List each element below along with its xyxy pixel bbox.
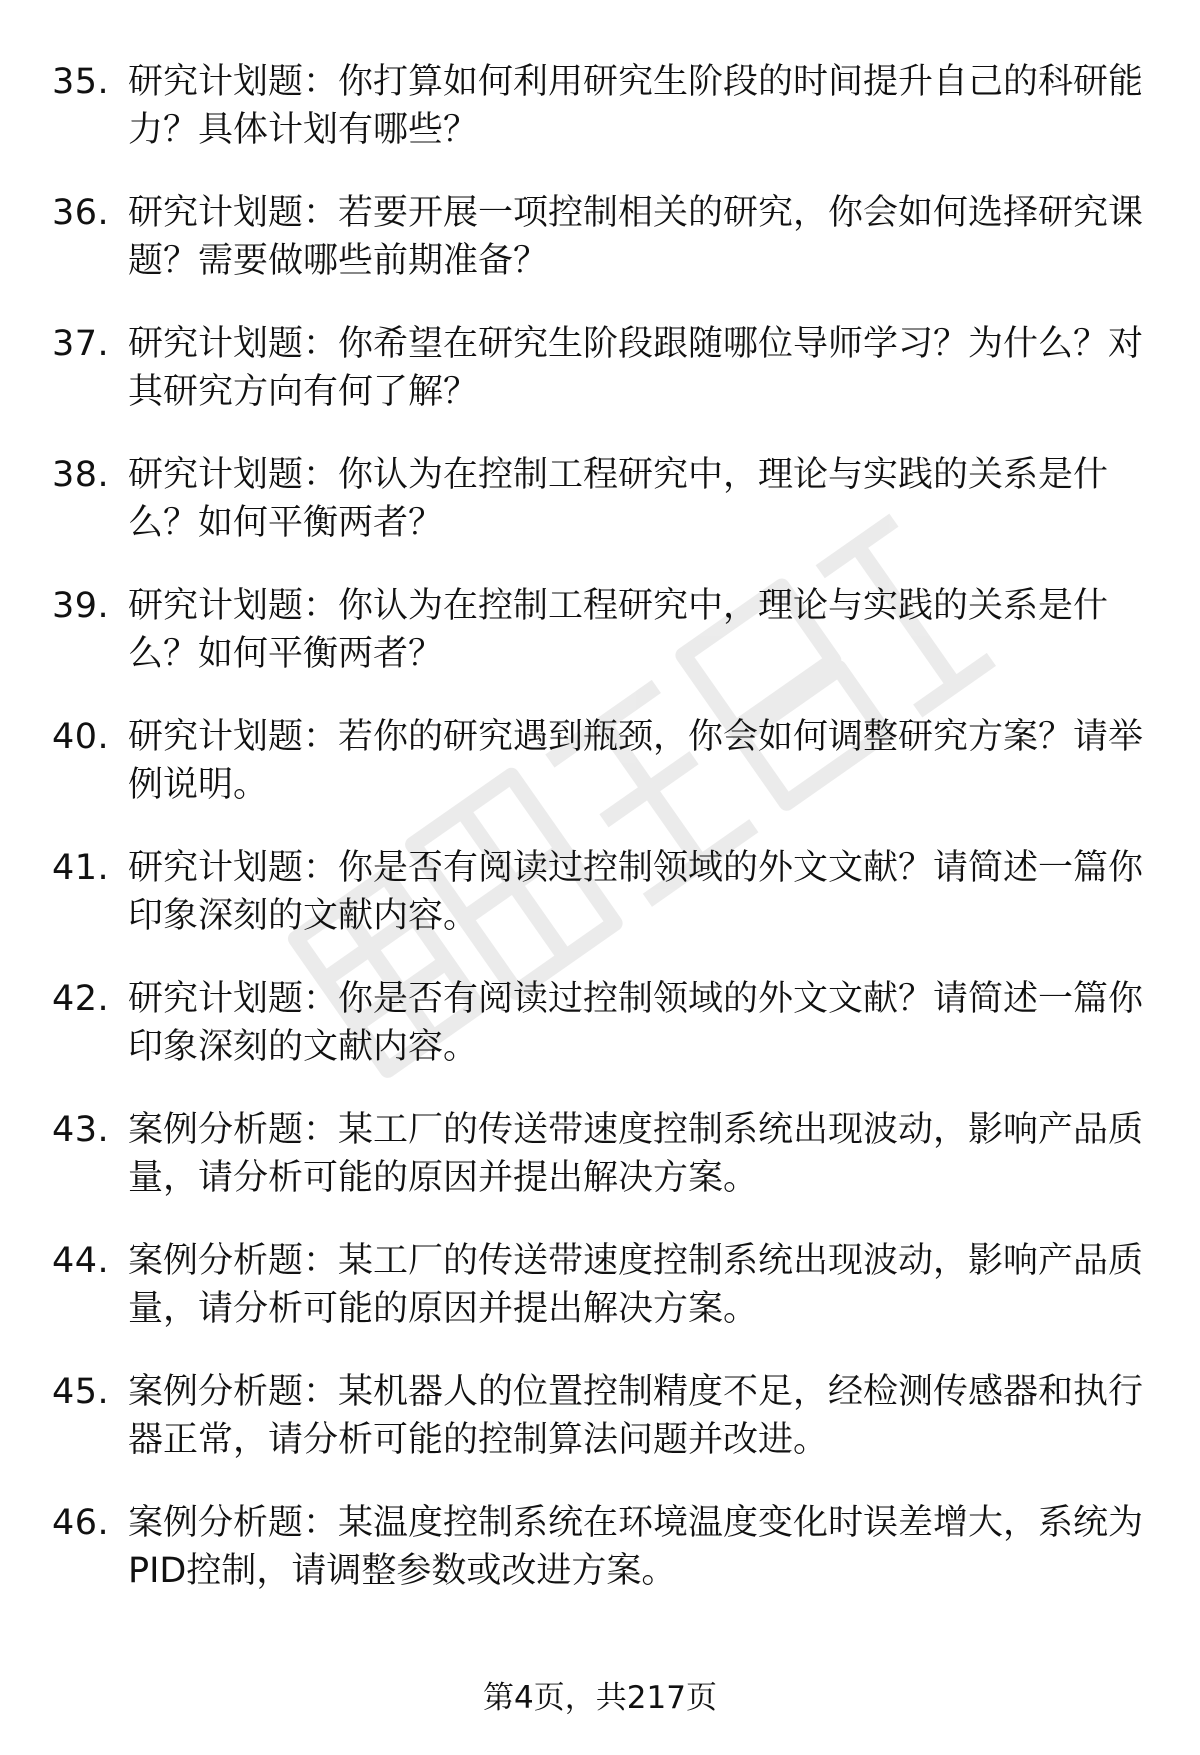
question-item-37 (52, 320, 1152, 451)
question-text: 研究计划题：你认为在控制工程研究中，理论与实践的关系是什么？如何平衡两者？ (128, 455, 1109, 543)
question-list (52, 58, 1152, 1630)
question-text: 研究计划题：你认为在控制工程研究中，理论与实践的关系是什么？如何平衡两者？ (128, 586, 1109, 674)
question-number: 42. (52, 979, 110, 1019)
question-number: 43. (52, 1110, 110, 1150)
question-text: 研究计划题：你希望在研究生阶段跟随哪位导师学习？为什么？对其研究方向有何了解？ (128, 324, 1144, 412)
question-text: 案例分析题：某工厂的传送带速度控制系统出现波动，影响产品质量，请分析可能的原因并提出解决方案。 (128, 1110, 1144, 1198)
question-text: 案例分析题：某工厂的传送带速度控制系统出现波动，影响产品质量，请分析可能的原因并提出解决方案。 (128, 1241, 1144, 1329)
question-text: 研究计划题：若要开展一项控制相关的研究，你会如何选择研究课题？需要做哪些前期准备？ (128, 193, 1144, 281)
page-footer: 第4页，共217页 (483, 1680, 717, 1716)
question-item-40 (52, 713, 1152, 844)
question-item-42 (52, 975, 1152, 1106)
question-text: 研究计划题：你是否有阅读过控制领域的外文文献？请简述一篇你印象深刻的文献内容。 (128, 848, 1144, 936)
question-number: 45. (52, 1372, 110, 1412)
question-item-43 (52, 1106, 1152, 1237)
question-item-44 (52, 1237, 1152, 1368)
question-number: 46. (52, 1503, 110, 1543)
question-item-36 (52, 189, 1152, 320)
question-number: 41. (52, 848, 110, 888)
question-number: 39. (52, 586, 110, 626)
question-item-38 (52, 451, 1152, 582)
question-number: 44. (52, 1241, 110, 1281)
question-item-45 (52, 1368, 1152, 1499)
question-number: 38. (52, 455, 110, 495)
question-item-41 (52, 844, 1152, 975)
question-number: 35. (52, 62, 110, 102)
question-number: 40. (52, 717, 110, 757)
question-text: 研究计划题：你是否有阅读过控制领域的外文文献？请简述一篇你印象深刻的文献内容。 (128, 979, 1144, 1067)
question-item-35 (52, 58, 1152, 189)
question-text: 研究计划题：若你的研究遇到瓶颈，你会如何调整研究方案？请举例说明。 (128, 717, 1144, 805)
question-item-46 (52, 1499, 1152, 1630)
question-item-39 (52, 582, 1152, 713)
question-text: 案例分析题：某机器人的位置控制精度不足，经检测传感器和执行器正常，请分析可能的控制算法问题并改进。 (128, 1372, 1144, 1460)
question-number: 36. (52, 193, 110, 233)
question-text: 研究计划题：你打算如何利用研究生阶段的时间提升自己的科研能力？具体计划有哪些？ (128, 62, 1144, 150)
question-text: 案例分析题：某温度控制系统在环境温度变化时误差增大，系统为PID控制，请调整参数或改进方案。 (128, 1503, 1144, 1591)
question-number: 37. (52, 324, 110, 364)
